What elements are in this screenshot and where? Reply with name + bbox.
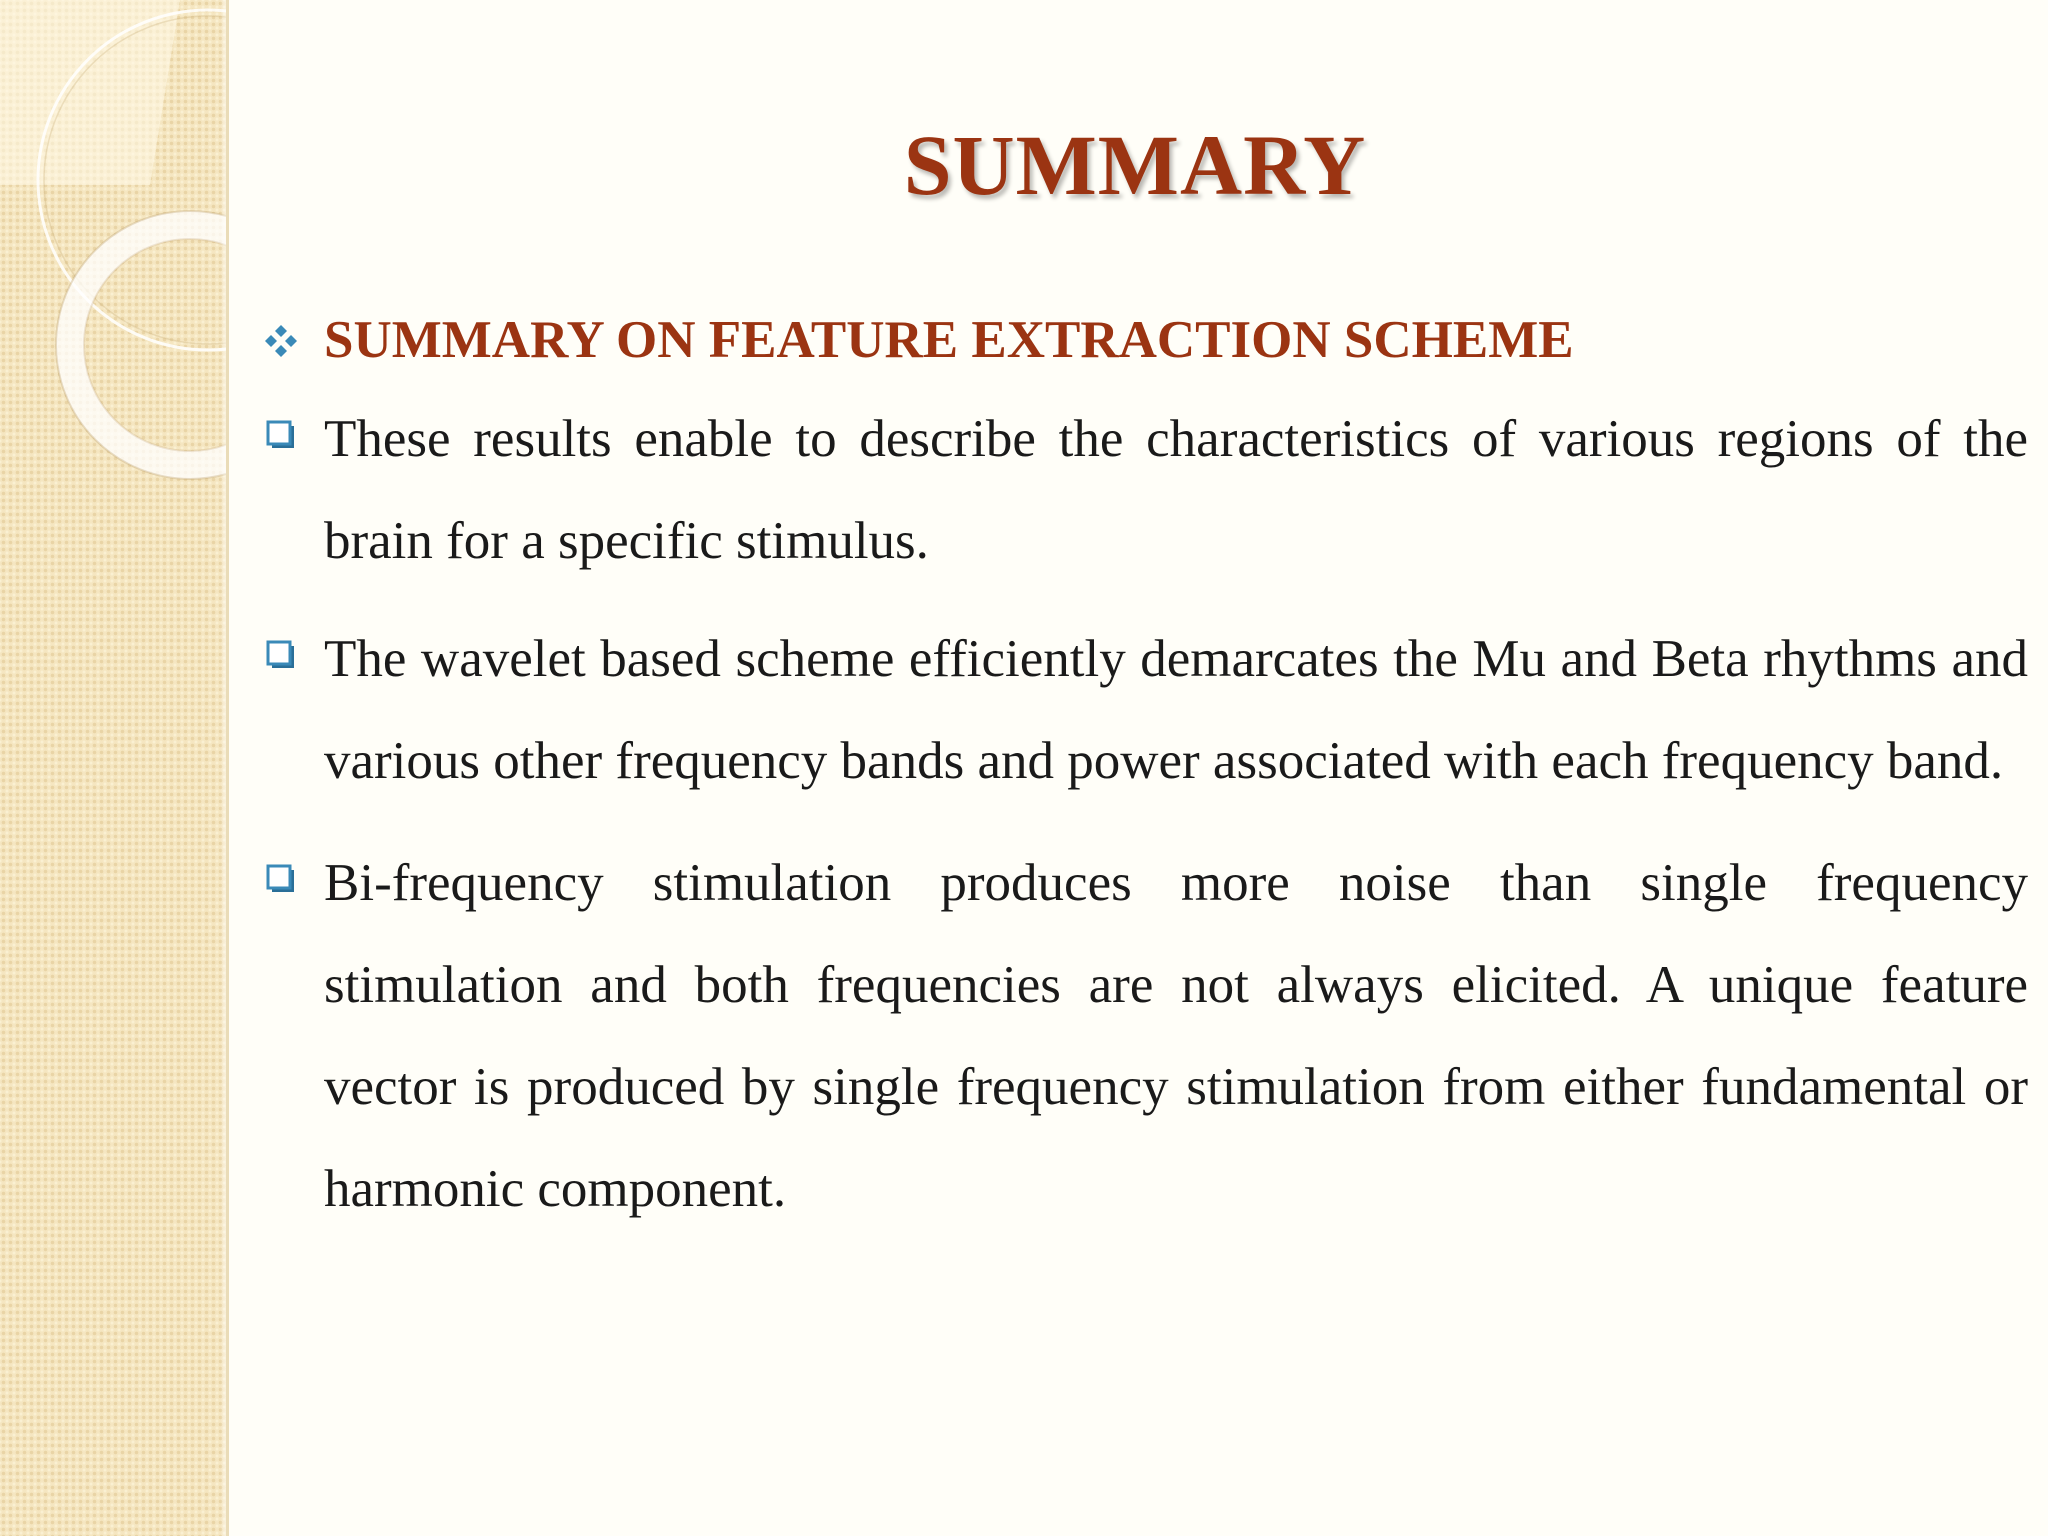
bullet-item	[262, 832, 2028, 1240]
diamond-four-bullet-icon	[262, 322, 300, 360]
bullet-item	[262, 608, 2028, 812]
section-heading	[262, 300, 2028, 380]
bullet-item	[262, 388, 2028, 592]
bullet-item-text: Bi-frequency stimulation produces more noise than single frequency stimulation and both frequencies are not always elicited. A unique feature vector is produced by single frequency stimulation from either fundamental or harmonic component.	[324, 854, 2028, 1218]
hollow-square-bullet-icon	[266, 420, 296, 450]
decorative-side-band	[0, 0, 229, 1536]
hollow-square-bullet-icon	[266, 640, 296, 670]
bullet-item-text: The wavelet based scheme efficiently demarcates the Mu and Beta rhythms and various other frequency bands and power associated with each frequency band.	[324, 630, 2028, 790]
section-heading-text: SUMMARY ON FEATURE EXTRACTION SCHEME	[324, 311, 1574, 369]
decorative-rings	[0, 0, 226, 560]
bullet-item-text: These results enable to describe the characteristics of various regions of the brain for a specific stimulus.	[324, 410, 2028, 570]
hollow-square-bullet-icon	[266, 864, 296, 894]
slide-title: SUMMARY	[903, 117, 1367, 213]
slide-content	[262, 300, 2028, 1240]
